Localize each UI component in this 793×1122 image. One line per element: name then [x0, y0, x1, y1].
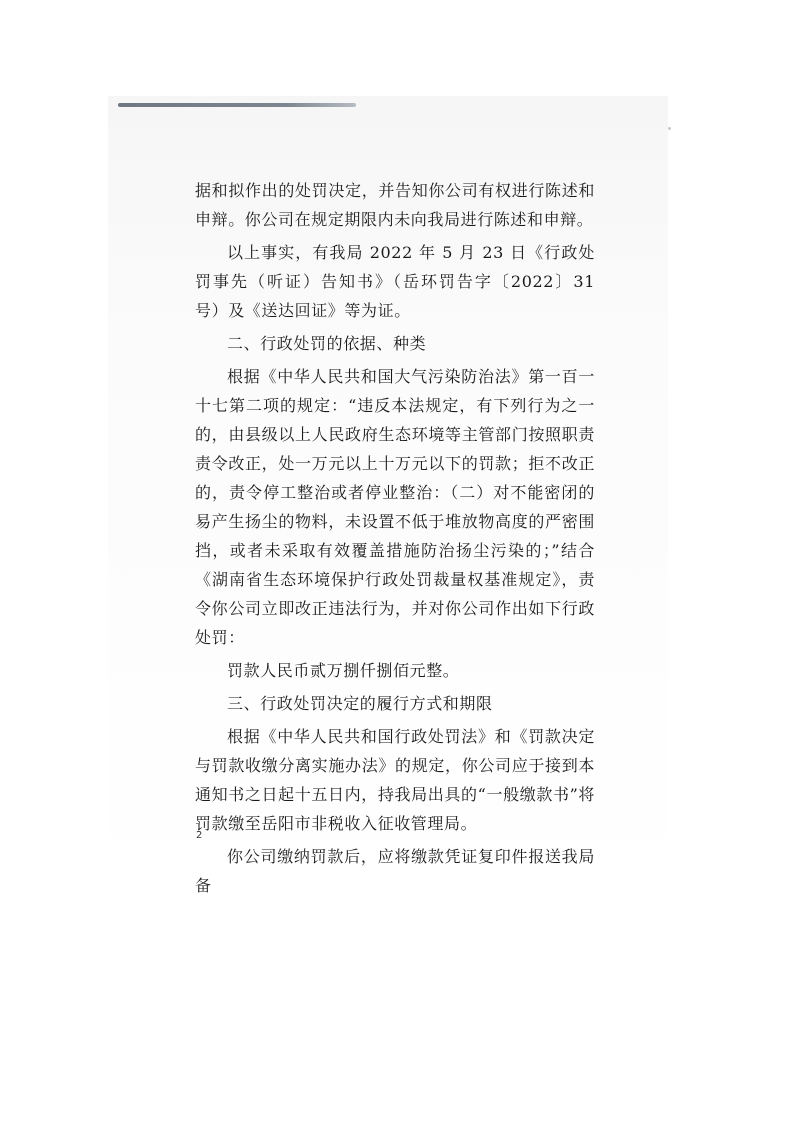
section-heading-performance: 三、行政处罚决定的履行方式和期限: [227, 694, 493, 713]
paragraph-payment-method: 根据《中华人民共和国行政处罚法》和《罚款决定与罚款收缴分离实施办法》的规定，你公司应于接到本通知书之日起十五日内，持我局出具的“一般缴款书”将罚款缴至岳阳市非税收入征收管理局。: [195, 727, 595, 833]
paragraph-payment-record: 你公司缴纳罚款后，应将缴款凭证复印件报送我局备: [195, 847, 595, 895]
scan-speck: [668, 127, 671, 130]
scan-edge-line: [118, 103, 356, 107]
paragraph-fine-amount: 罚款人民币贰万捌仟捌佰元整。: [227, 661, 460, 680]
section-heading-basis: 二、行政处罚的依据、种类: [227, 334, 427, 353]
paragraph-legal-basis: 根据《中华人民共和国大气污染防治法》第一百一十七第二项的规定：“违反本法规定，有下列行为之一的，由县级以上人民政府生态环境等主管部门按照职责责令改正，处一万元以上十万元以下的罚款；拒不改正的，责令停工整治或者停业整治：（二）对不能密闭的易产生扬尘的物料，未设置不低于堆放物高度的严密围挡，或者未采取有效覆盖措施防治扬尘污染的；”结合《湖南省生态环境保护行政处罚裁量权基准规定》，责令你公司立即改正违法行为，并对你公司作出如下行政处罚：: [195, 367, 595, 647]
document-body: [195, 176, 595, 900]
paragraph-continuation: 据和拟作出的处罚决定，并告知你公司有权进行陈述和申辩。你公司在规定期限内未向我局进行陈述和申辩。: [195, 181, 595, 229]
paragraph-facts-evidence: 以上事实，有我局 2022 年 5 月 23 日《行政处罚事先（听证）告知书》（岳环罚告字〔2022〕31 号）及《送达回证》等为证。: [195, 243, 595, 320]
page-number: 2: [196, 830, 203, 841]
